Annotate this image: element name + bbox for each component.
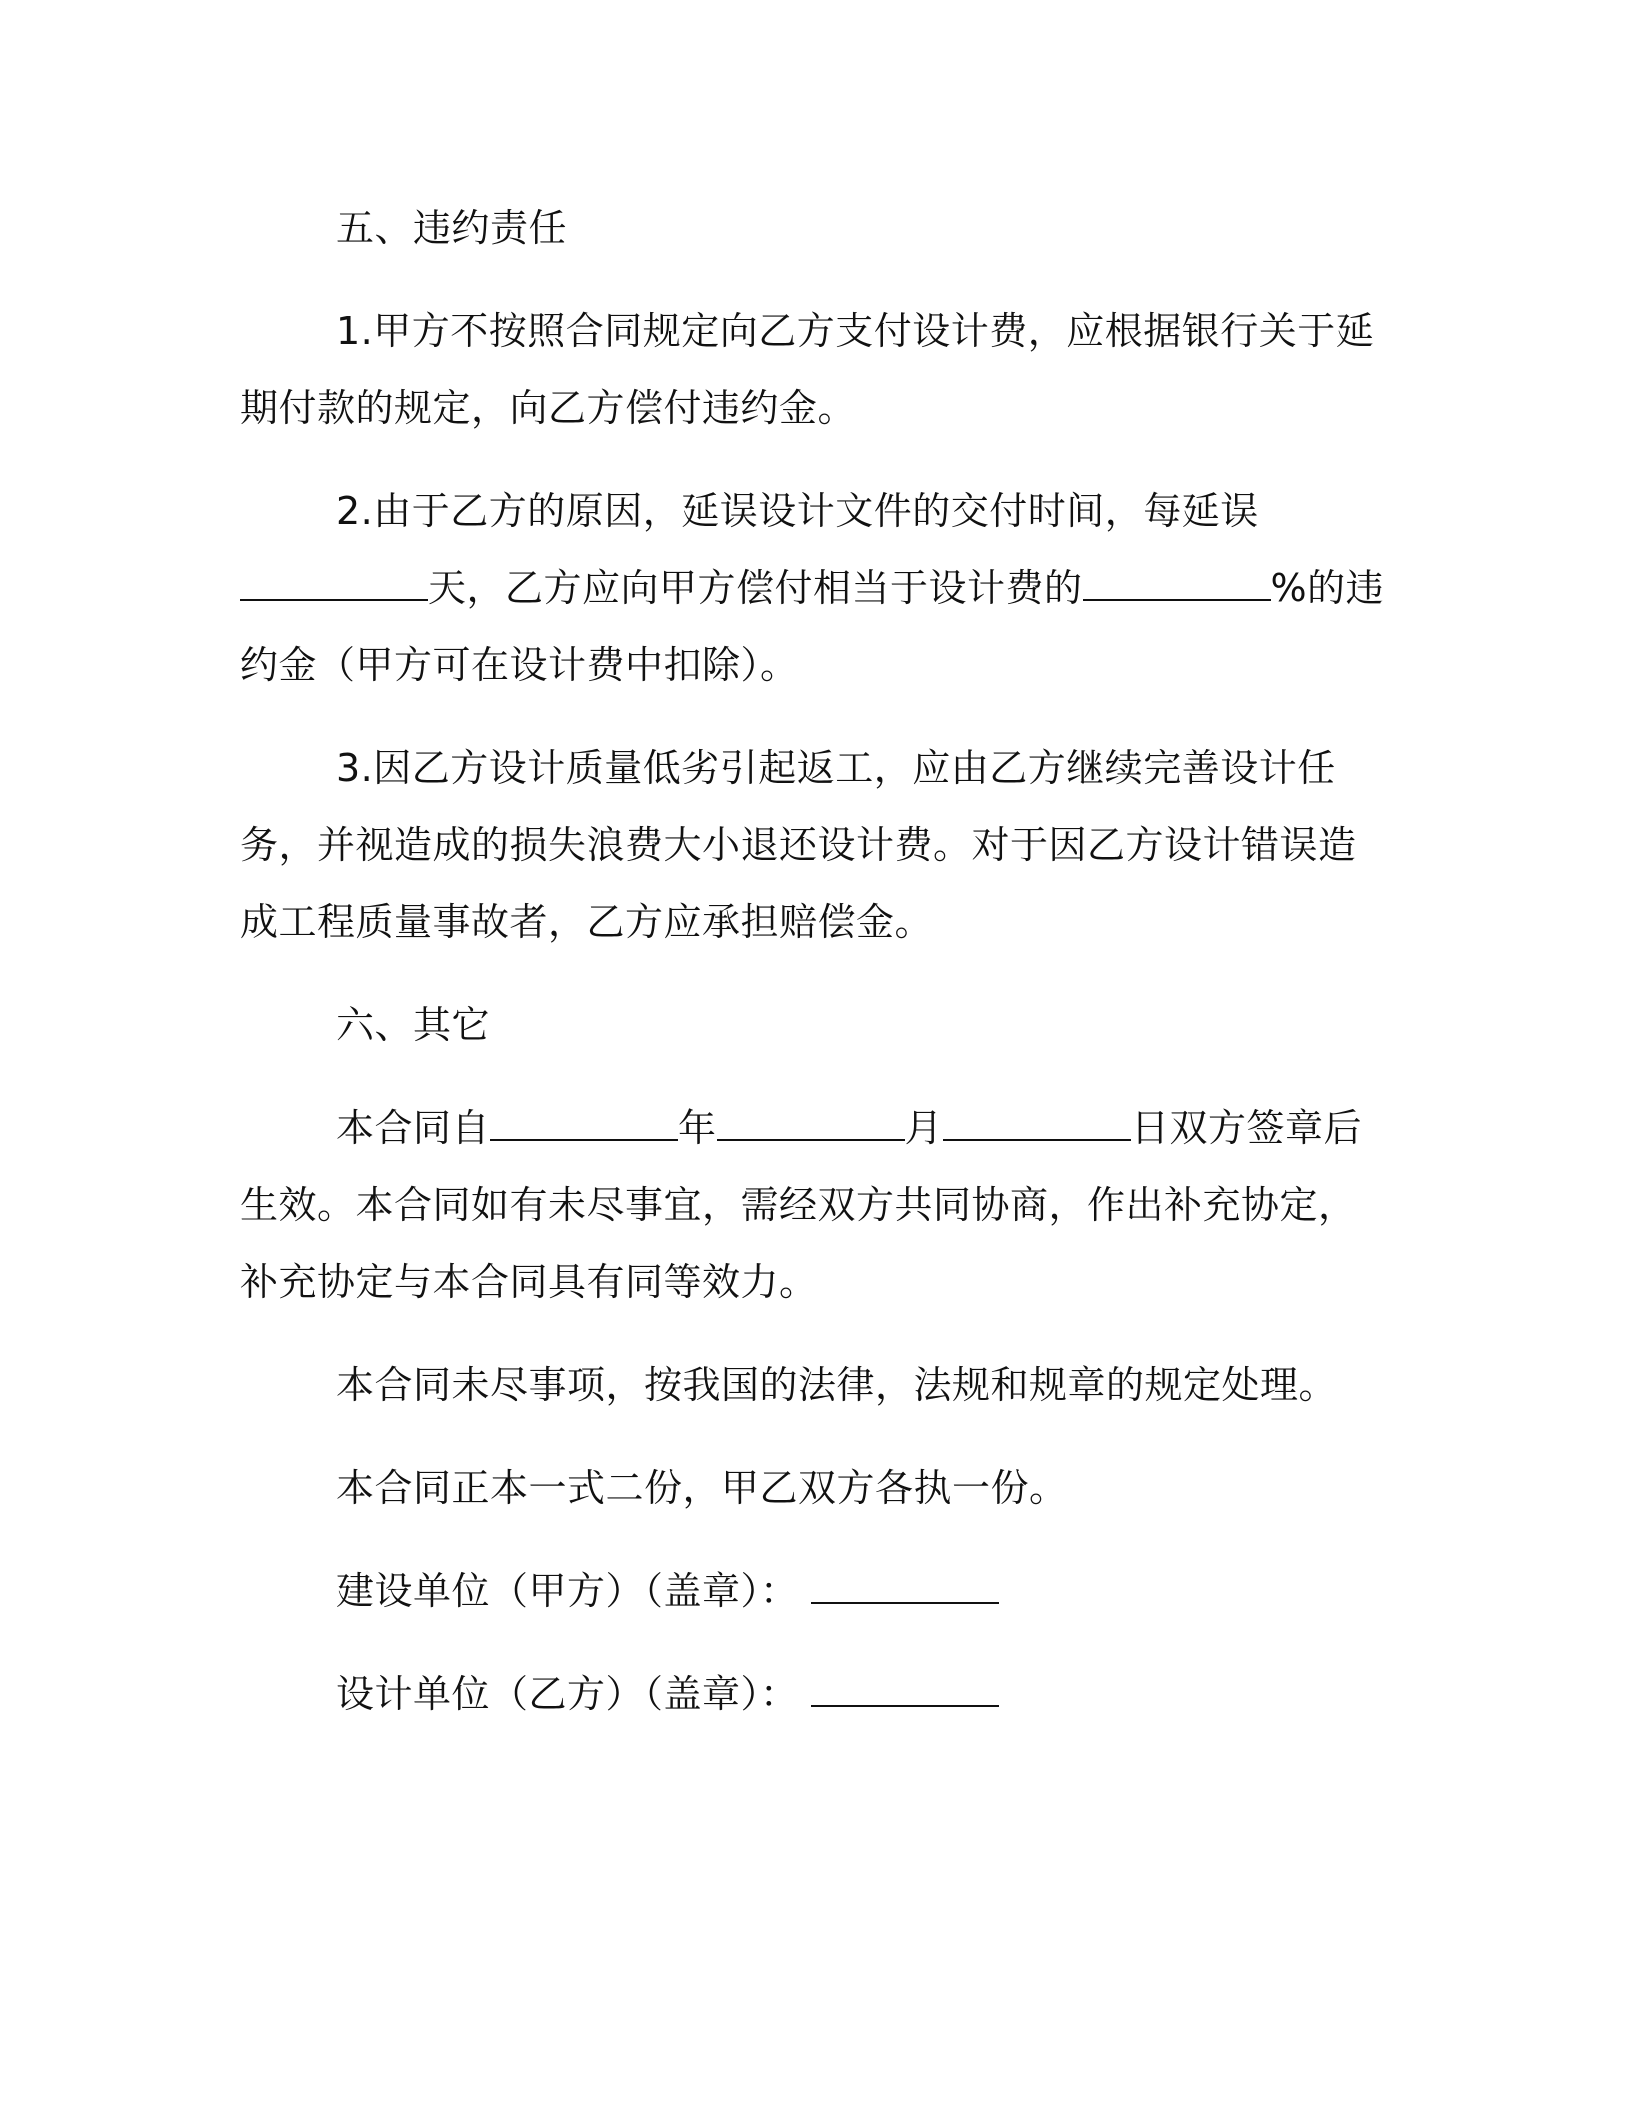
signature-party-a (240, 1553, 1390, 1630)
clause-breach-1: 1.甲方不按照合同规定向乙方支付设计费，应根据银行关于延期付款的规定，向乙方偿付违约金。 (240, 309, 1375, 430)
party-a-label: 建设单位（甲方）（盖章）： (336, 1569, 799, 1613)
clause-breach-2 (240, 473, 1390, 704)
clause-breach-2-part-b: 天，乙方应向甲方偿付相当于设计费的 (428, 566, 1083, 610)
clause-copies: 本合同正本一式二份，甲乙双方各执一份。 (336, 1466, 1068, 1510)
clause-breach-2-part-c: %的违约金（甲方可在设计费中扣除）。 (240, 566, 1385, 687)
document-body (240, 190, 1390, 1733)
penalty-percent-blank (1083, 569, 1271, 601)
delay-days-blank (240, 569, 428, 601)
party-b-signature-blank (811, 1675, 999, 1707)
signature-party-b (240, 1656, 1390, 1733)
section-heading-other: 六、其它 (336, 1003, 491, 1047)
effective-part-d: 日双方签章后生效。本合同如有未尽事宜，需经双方共同协商，作出补充协定，补充协定与本合同具有同等效力。 (240, 1106, 1363, 1304)
effective-year-blank (490, 1109, 678, 1141)
clause-law: 本合同未尽事项，按我国的法律，法规和规章的规定处理。 (336, 1363, 1338, 1407)
effective-part-a: 本合同自 (336, 1106, 491, 1150)
clause-breach-3: 3.因乙方设计质量低劣引起返工，应由乙方继续完善设计任务，并视造成的损失浪费大小退还设计费。对于因乙方设计错误造成工程质量事故者，乙方应承担赔偿金。 (240, 746, 1357, 944)
effective-part-c: 月 (904, 1106, 944, 1150)
clause-breach-2-part-a: 2.由于乙方的原因，延误设计文件的交付时间，每延误 (336, 489, 1259, 533)
effective-day-blank (943, 1109, 1131, 1141)
party-a-signature-blank (811, 1572, 999, 1604)
effective-month-blank (717, 1109, 905, 1141)
effective-part-b: 年 (678, 1106, 717, 1150)
section-heading-breach: 五、违约责任 (336, 206, 568, 250)
party-b-label: 设计单位（乙方）（盖章）： (336, 1672, 799, 1716)
clause-effective-date (240, 1090, 1390, 1321)
